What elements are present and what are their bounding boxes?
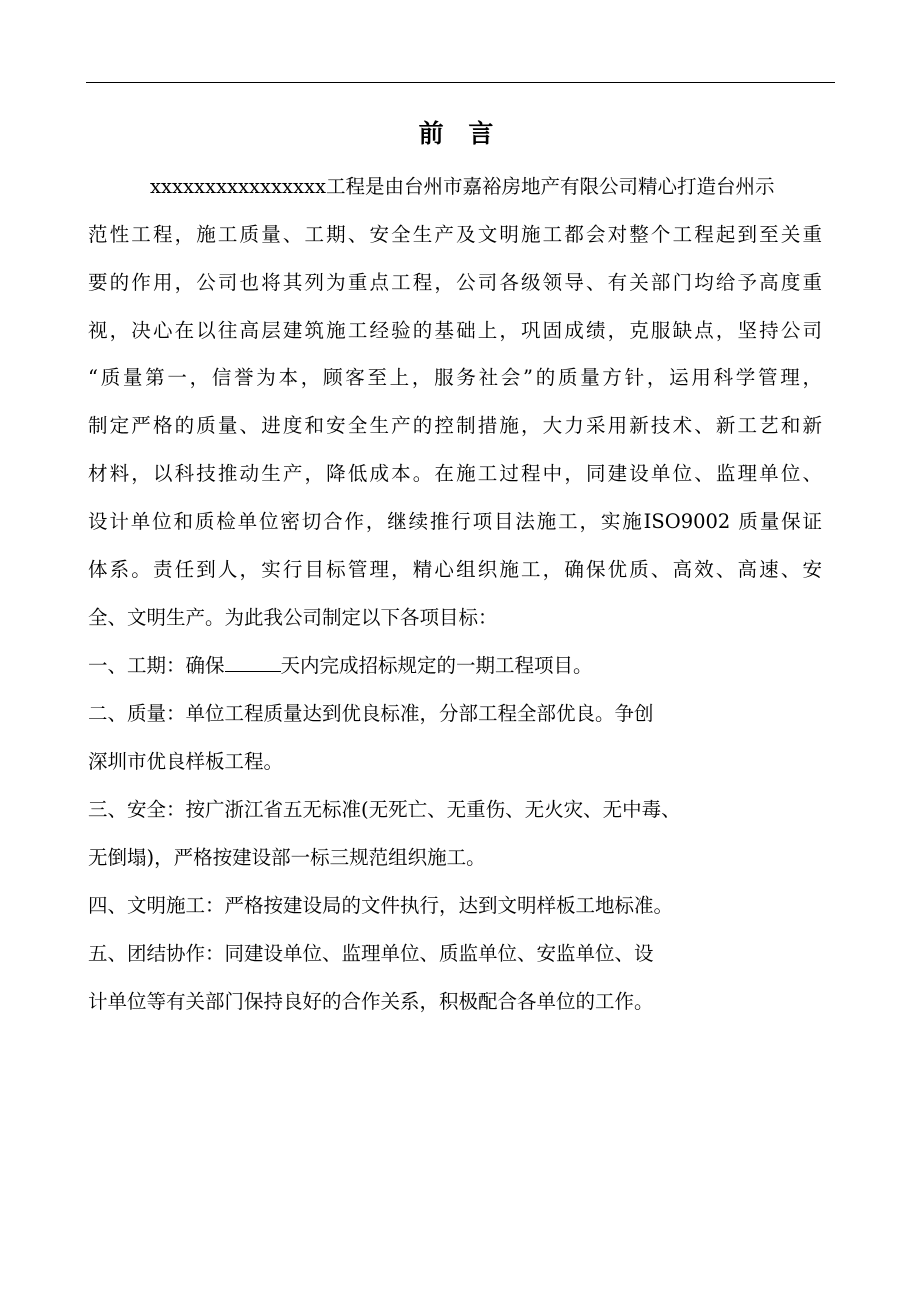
- paragraph-line: [88, 555, 822, 585]
- paragraph-line-text: 要的作用，公司也将其列为重点工程，公司各级领导、有关部门均给予高度重: [88, 271, 822, 294]
- paragraph-line-text: 全、文明生产。为此我公司制定以下各项目标：: [88, 606, 498, 629]
- goal-line: [88, 891, 673, 921]
- paragraph-line: [88, 603, 498, 633]
- paragraph-line-text: 制定严格的质量、进度和安全生产的控制措施，大力采用新技术、新工艺和新: [88, 414, 822, 437]
- goal-line-text: 二、质量：单位工程质量达到优良标准，分部工程全部优良。争创: [88, 702, 654, 725]
- paragraph-line: [88, 411, 822, 441]
- goal-line-text: 五、团结协作：同建设单位、监理单位、质监单位、安监单位、设: [88, 942, 654, 965]
- goal-line-text: 深圳市优良样板工程。: [88, 750, 284, 773]
- paragraph-line-text: 视，决心在以往高层建筑施工经验的基础上，巩固成绩，克服缺点，坚持公司: [88, 319, 822, 342]
- goal-schedule-prefix: 一、工期：确保: [88, 654, 225, 677]
- paragraph-line: [88, 268, 822, 298]
- paragraph-line: [88, 507, 822, 537]
- paragraph-line-text: xxxxxxxxxxxxxxxx工程是由台州市嘉裕房地产有限公司精心打造台州示: [150, 175, 775, 198]
- paragraph-line-text: 范性工程，施工质量、工期、安全生产及文明施工都会对整个工程起到至关重: [88, 223, 822, 246]
- goal-line: [88, 843, 486, 873]
- paragraph-line: [88, 363, 822, 393]
- paragraph-line: [88, 220, 822, 250]
- goal-line: [88, 939, 654, 969]
- goal-line: [88, 795, 681, 825]
- goal-line: [88, 747, 283, 777]
- fill-in-blank: [225, 651, 281, 672]
- paragraph-line-text: 材料，以科技推动生产，降低成本。在施工过程中，同建设单位、监理单位、: [88, 462, 822, 485]
- goal-line: [88, 987, 654, 1017]
- goal-line-text: 四、文明施工：严格按建设局的文件执行，达到文明样板工地标准。: [88, 894, 674, 917]
- paragraph-line: [150, 172, 822, 202]
- goal-line-text: 无倒塌)，严格按建设部一标三规范组织施工。: [88, 846, 486, 869]
- goal-schedule: [88, 651, 593, 681]
- paragraph-line: [88, 459, 822, 489]
- paragraph-line-text: 体系。责任到人，实行目标管理，精心组织施工，确保优质、高效、高速、安: [88, 558, 822, 581]
- goal-schedule-suffix: 天内完成招标规定的一期工程项目。: [280, 654, 593, 677]
- paragraph-line-text: “质量第一，信誉为本，顾客至上，服务社会”的质量方针，运用科学管理，: [88, 366, 822, 389]
- goal-line-text: 计单位等有关部门保持良好的合作关系，积极配合各单位的工作。: [88, 990, 654, 1013]
- paragraph-line-text: 设计单位和质检单位密切合作，继续推行项目法施工，实施ISO9002 质量保证: [88, 510, 822, 533]
- document-title: 前 言: [418, 119, 502, 148]
- paragraph-line: [88, 316, 822, 346]
- header-rule: [86, 82, 835, 83]
- goal-line-text: 三、安全：按广浙江省五无标准(无死亡、无重伤、无火灾、无中毒、: [88, 798, 681, 821]
- goal-line: [88, 699, 654, 729]
